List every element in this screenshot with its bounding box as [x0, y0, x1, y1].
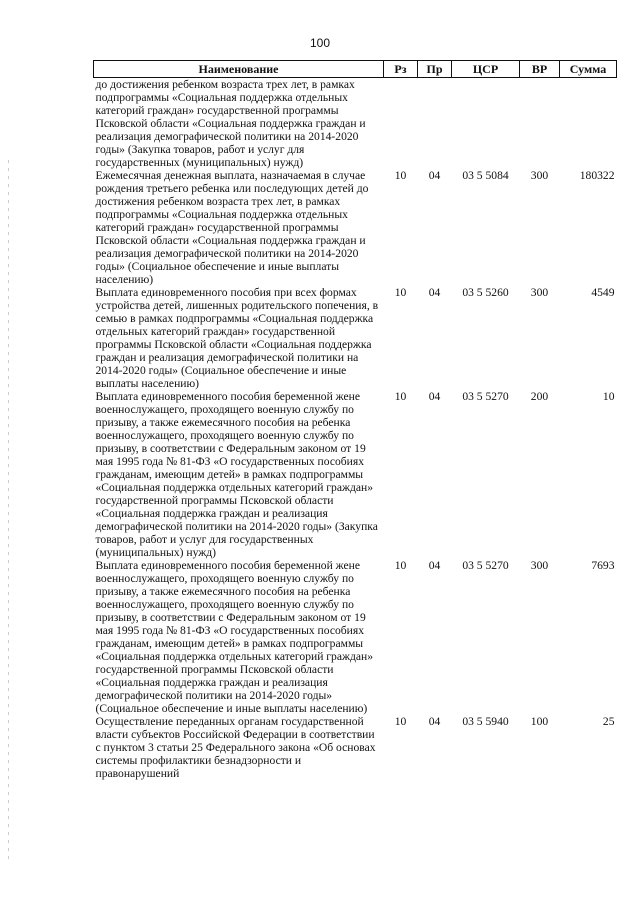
budget-table [93, 60, 617, 780]
table-header [94, 61, 617, 78]
row-sum: 25 [602, 715, 615, 728]
row-sum [560, 78, 617, 170]
row-sum: 10 [602, 390, 615, 403]
row-vr: 300 [530, 286, 549, 299]
row-vr: 200 [530, 390, 549, 403]
header-csr: ЦСР [452, 61, 520, 78]
row-vr: 300 [530, 169, 549, 182]
row-name: Выплата единовременного пособия при всех формах устройства детей, лишенных родительского попечения, в семью в рамках подпрограммы «Социальная поддержка отдельных категорий граждан» государственной программы Псковской области «Социальная поддержка граждан и реализация демографической политики на 2014-2020 годы» (Социальное обеспечение и иные выплаты населению) [95, 286, 379, 390]
row-pr: 04 [428, 559, 441, 572]
row-sum: 4549 [591, 286, 615, 299]
table-body [94, 78, 617, 781]
scan-margin-artifact [8, 160, 9, 860]
row-sum: 7693 [591, 559, 615, 572]
row-csr: 03 5 5260 [462, 286, 509, 299]
row-vr: 300 [530, 559, 549, 572]
row-name: до достижения ребенком возраста трех лет, в рамках подпрограммы «Социальная поддержка отдельных категорий граждан» государственной программы Псковской области «Социальная поддержка граждан и реализация демографической политики на 2014-2020 годы» (Закупка товаров, работ и услуг для государственных (муниципальных) нужд) [95, 78, 366, 169]
row-vr: 100 [530, 715, 549, 728]
table-row [94, 169, 617, 286]
table-row [94, 390, 617, 559]
row-csr: 03 5 5084 [462, 169, 509, 182]
row-csr: 03 5 5940 [462, 715, 509, 728]
table-row [94, 78, 617, 170]
header-vr: ВР [520, 61, 560, 78]
table-row [94, 715, 617, 780]
header-sum: Сумма [560, 61, 617, 78]
row-csr [452, 78, 520, 170]
page-number: 100 [309, 36, 331, 50]
table-row [94, 286, 617, 390]
row-pr: 04 [428, 169, 441, 182]
row-rz [384, 78, 418, 170]
row-rz: 10 [394, 559, 407, 572]
row-pr [418, 78, 452, 170]
row-pr: 04 [428, 715, 441, 728]
row-rz: 10 [394, 390, 407, 403]
row-vr [520, 78, 560, 170]
row-sum: 180322 [579, 169, 615, 182]
header-rz: Рз [384, 61, 418, 78]
header-pr: Пр [418, 61, 452, 78]
row-pr: 04 [428, 390, 441, 403]
row-name: Выплата единовременного пособия беременной жене военнослужащего, проходящего военную службу по призыву, а также ежемесячного пособия на ребенка военнослужащего, проходящего военную службу по призыву, в соответствии с Федеральным законом от 19 мая 1995 года № 81-ФЗ «О государственных пособиях гражданам, имеющим детей» в рамках подпрограммы «Социальная поддержка отдельных категорий граждан» государственной программы Псковской области «Социальная поддержка граждан и реализация демографической политики на 2014-2020 годы» (Социальное обеспечение и иные выплаты населению) [95, 559, 374, 715]
row-rz: 10 [394, 715, 407, 728]
row-name: Выплата единовременного пособия беременной жене военнослужащего, проходящего военную службу по призыву, а также ежемесячного пособия на ребенка военнослужащего, проходящего военную службу по призыву, в соответствии с Федеральным законом от 19 мая 1995 года № 81-ФЗ «О государственных пособиях гражданам, имеющим детей» в рамках подпрограммы «Социальная поддержка отдельных категорий граждан» государственной программы Псковской области «Социальная поддержка граждан и реализация демографической политики на 2014-2020 годы» (Закупка товаров, работ и услуг для государственных (муниципальных) нужд) [95, 390, 378, 559]
header-name: Наименование [94, 61, 384, 78]
row-rz: 10 [394, 169, 407, 182]
row-name: Ежемесячная денежная выплата, назначаемая в случае рождения третьего ребенка или последующих детей до достижения ребенком возраста трех лет, в рамках подпрограммы «Социальная поддержка отдельных категорий граждан» государственной программы Псковской области «Социальная поддержка граждан и реализация демографической политики на 2014-2020 годы» (Социальное обеспечение и иные выплаты населению) [95, 169, 369, 286]
row-name: Осуществление переданных органам государственной власти субъектов Российской Федерации в соответствии с пунктом 3 статьи 25 Федерального закона «Об основах системы профилактики безнадзорности и правонарушений [95, 715, 376, 780]
row-csr: 03 5 5270 [462, 559, 509, 572]
row-rz: 10 [394, 286, 407, 299]
row-csr: 03 5 5270 [462, 390, 509, 403]
table-row [94, 559, 617, 715]
row-pr: 04 [428, 286, 441, 299]
